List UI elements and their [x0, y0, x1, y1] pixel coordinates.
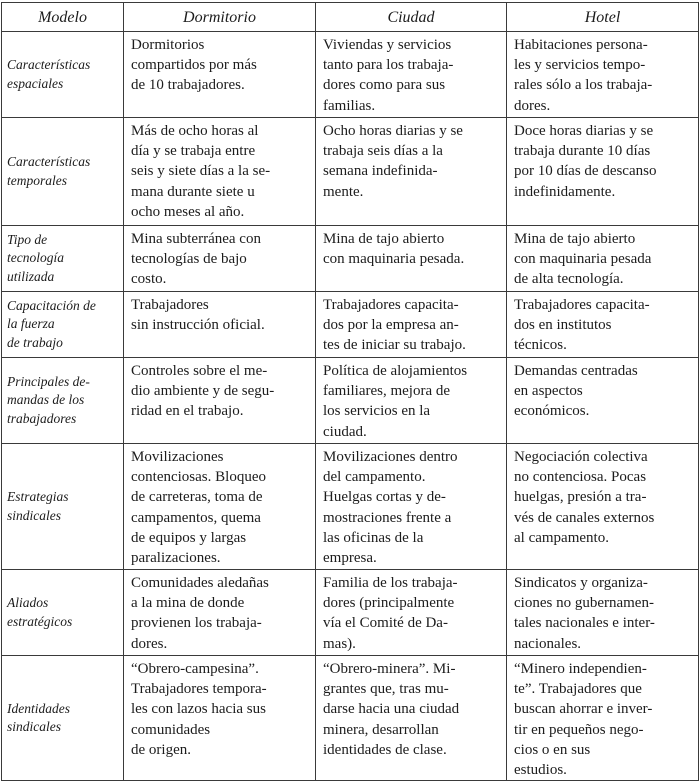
row-label: Estrategias sindicales [2, 444, 124, 570]
row-label: Identidades sindicales [2, 656, 124, 781]
cell-ciudad: “Obrero-minera”. Mi- grantes que, tras mu- darse hacia una ciudad minera, desarrollan identidades de clase. [316, 656, 507, 781]
row-label: Características espaciales [2, 32, 124, 118]
cell-dormitorio: Movilizaciones contenciosas. Bloqueo de carreteras, toma de campamentos, quema de equipos y largas paralizaciones. [124, 444, 316, 570]
cell-hotel: Habitaciones persona- les y servicios tempo- rales sólo a los trabaja- dores. [507, 32, 699, 118]
header-ciudad: Ciudad [316, 3, 507, 32]
row-label: Tipo de tecnología utilizada [2, 226, 124, 292]
cell-hotel: Trabajadores capacita- dos en institutos técnicos. [507, 292, 699, 358]
header-modelo: Modelo [2, 3, 124, 32]
row-label: Características temporales [2, 118, 124, 226]
cell-hotel: Mina de tajo abierto con maquinaria pesada de alta tecnología. [507, 226, 699, 292]
cell-hotel: Sindicatos y organiza- ciones no gubernamen- tales nacionales e inter- nacionales. [507, 570, 699, 656]
header-row [2, 3, 699, 32]
comparison-table [1, 2, 699, 781]
cell-hotel: Doce horas diarias y se trabaja durante 10 días por 10 días de descanso indefinidamente. [507, 118, 699, 226]
cell-ciudad: Familia de los trabaja- dores (principalmente vía el Comité de Da- mas). [316, 570, 507, 656]
table-row [2, 292, 699, 358]
row-label: Capacitación de la fuerza de trabajo [2, 292, 124, 358]
cell-hotel: “Minero independien- te”. Trabajadores que buscan ahorrar e inver- tir en pequeños nego- cios o en sus estudios. [507, 656, 699, 781]
header-dormitorio: Dormitorio [124, 3, 316, 32]
table-row [2, 32, 699, 118]
cell-ciudad: Mina de tajo abierto con maquinaria pesada. [316, 226, 507, 292]
table-row [2, 656, 699, 781]
row-label: Aliados estratégicos [2, 570, 124, 656]
cell-ciudad: Trabajadores capacita- dos por la empresa an- tes de iniciar su trabajo. [316, 292, 507, 358]
table-row [2, 444, 699, 570]
cell-dormitorio: “Obrero-campesina”. Trabajadores tempora- les con lazos hacia sus comunidades de origen. [124, 656, 316, 781]
cell-dormitorio: Más de ocho horas al día y se trabaja entre seis y siete días a la se- mana durante siete u ocho meses al año. [124, 118, 316, 226]
cell-dormitorio: Controles sobre el me- dio ambiente y de segu- ridad en el trabajo. [124, 358, 316, 444]
cell-ciudad: Movilizaciones dentro del campamento. Huelgas cortas y de- mostraciones frente a las oficinas de la empresa. [316, 444, 507, 570]
row-label: Principales de- mandas de los trabajadores [2, 358, 124, 444]
cell-dormitorio: Dormitorios compartidos por más de 10 trabajadores. [124, 32, 316, 118]
table-row [2, 570, 699, 656]
cell-ciudad: Viviendas y servicios tanto para los trabaja- dores como para sus familias. [316, 32, 507, 118]
cell-hotel: Negociación colectiva no contenciosa. Pocas huelgas, presión a tra- vés de canales externos al campamento. [507, 444, 699, 570]
table-row [2, 118, 699, 226]
table-row [2, 226, 699, 292]
cell-ciudad: Ocho horas diarias y se trabaja seis días a la semana indefinida- mente. [316, 118, 507, 226]
table-row [2, 358, 699, 444]
header-hotel: Hotel [507, 3, 699, 32]
cell-dormitorio: Mina subterránea con tecnologías de bajo costo. [124, 226, 316, 292]
cell-ciudad: Política de alojamientos familiares, mejora de los servicios en la ciudad. [316, 358, 507, 444]
cell-dormitorio: Trabajadores sin instrucción oficial. [124, 292, 316, 358]
cell-dormitorio: Comunidades aledañas a la mina de donde provienen los trabaja- dores. [124, 570, 316, 656]
cell-hotel: Demandas centradas en aspectos económicos. [507, 358, 699, 444]
